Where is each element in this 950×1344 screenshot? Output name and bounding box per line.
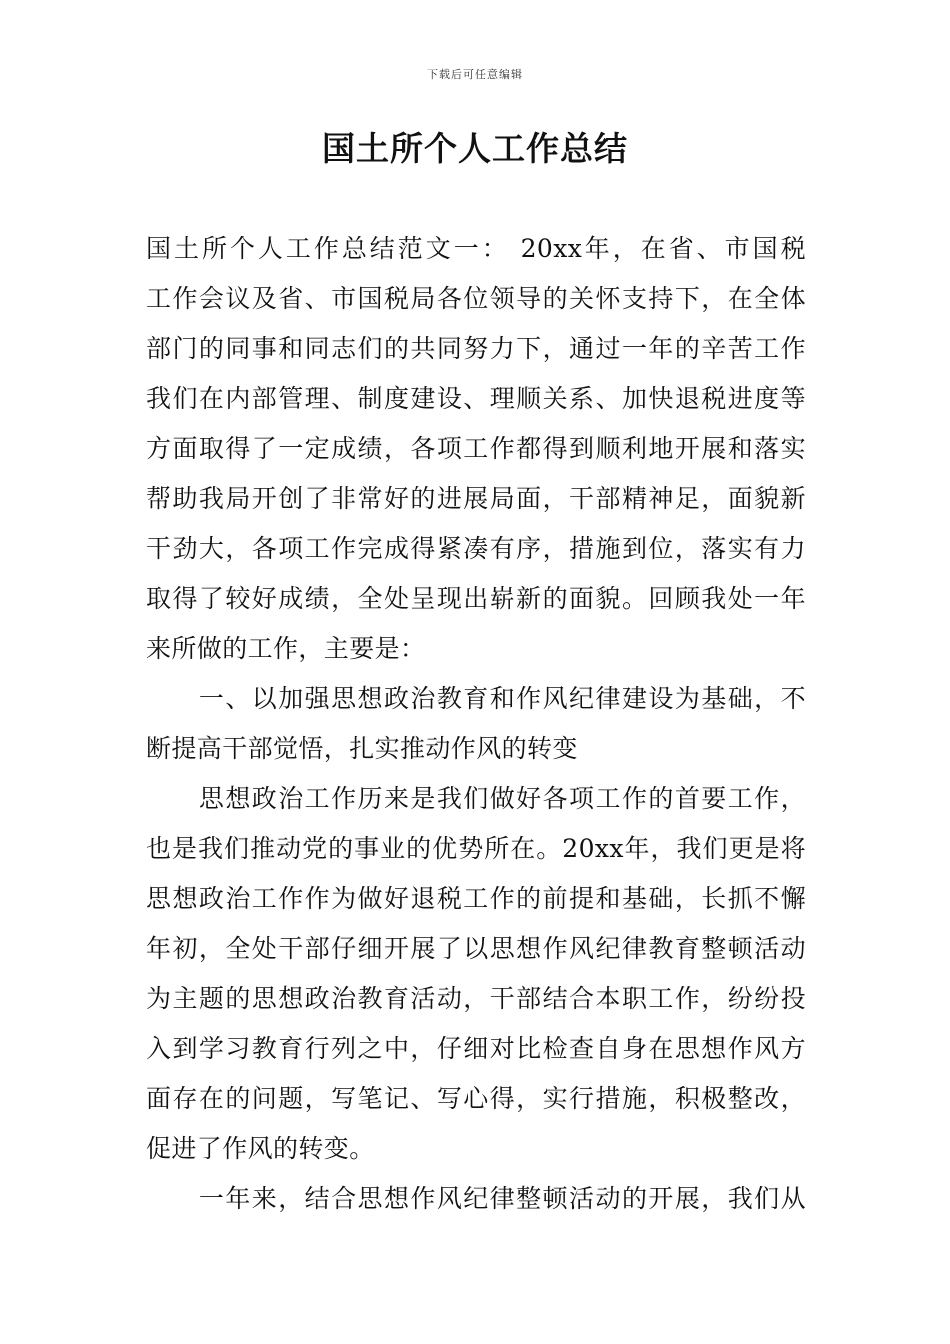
body-line: 也是我们推动党的事业的优势所在。20xx年，我们更是将 (146, 834, 806, 863)
body-line: 干劲大，各项工作完成得紧凑有序，措施到位，落实有力 (146, 534, 806, 563)
body-line: 思想政治工作作为做好退税工作的前提和基础，长抓不懈 (146, 884, 806, 913)
body-line: 思想政治工作历来是我们做好各项工作的首要工作， (146, 784, 806, 813)
body-line: 帮助我局开创了非常好的进展局面，干部精神足，面貌新 (146, 484, 806, 513)
body-line: 面存在的问题，写笔记、写心得，实行措施，积极整改， (146, 1084, 806, 1113)
body-line: 工作会议及省、市国税局各位领导的关怀支持下，在全体 (146, 284, 806, 313)
body-line: 我们在内部管理、制度建设、理顺关系、加快退税进度等 (146, 384, 806, 413)
body-line: 取得了较好成绩，全处呈现出崭新的面貌。回顾我处一年 (146, 584, 806, 613)
section-heading-line: 断提高干部觉悟，扎实推动作风的转变 (146, 734, 578, 763)
page-header-note: 下载后可任意编辑 (427, 68, 523, 81)
body-line: 年初，全处干部仔细开展了以思想作风纪律教育整顿活动 (146, 934, 806, 963)
body-line: 部门的同事和同志们的共同努力下，通过一年的辛苦工作 (146, 334, 806, 363)
document-title: 国土所个人工作总结 (322, 129, 628, 168)
body-line: 一年来，结合思想作风纪律整顿活动的开展，我们从 (146, 1184, 806, 1213)
body-line: 方面取得了一定成绩，各项工作都得到顺利地开展和落实 (146, 434, 806, 463)
document-body (146, 227, 806, 1227)
body-line: 为主题的思想政治教育活动，干部结合本职工作，纷纷投 (146, 984, 806, 1013)
body-line: 国土所个人工作总结范文一： 20xx年，在省、市国税 (146, 234, 806, 263)
section-heading-line: 一、以加强思想政治教育和作风纪律建设为基础，不 (146, 684, 806, 713)
body-line: 入到学习教育行列之中，仔细对比检查自身在思想作风方 (146, 1034, 806, 1063)
body-line: 促进了作风的转变。 (146, 1134, 375, 1163)
body-line: 来所做的工作，主要是： (146, 634, 426, 663)
